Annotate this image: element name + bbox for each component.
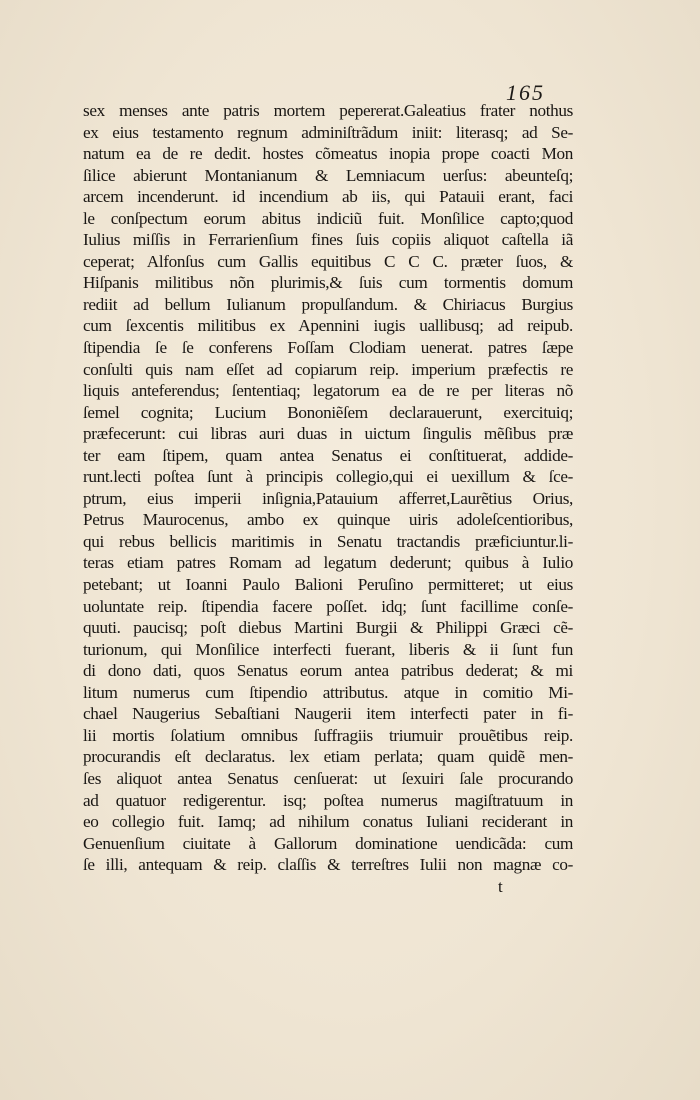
- text-line: ex eius testamento regnum adminiſtrãdum iniit: literasq; ad Se-: [83, 122, 573, 142]
- text-line: ptrum, eius imperii inſignia,Patauium afferret,Laurẽtius Orius,: [83, 488, 573, 508]
- text-line: arcem incenderunt. id incendium ab iis, qui Patauii erant, faci: [83, 187, 573, 207]
- text-line: rediit ad bellum Iulianum propulſandum. & Chiriacus Burgius: [83, 294, 573, 314]
- text-line: le conſpectum eorum abitus indiciũ fuit. Monſilice capto;quod: [83, 208, 573, 228]
- folio-number: 165: [506, 80, 545, 105]
- text-line: ſemel cognita; Lucium Bononiẽſem declarauerunt, exercituiq;: [83, 402, 573, 422]
- text-line: eo collegio fuit. Iamq; ad nihilum conatus Iuliani reciderant in: [83, 812, 573, 832]
- text-line: ſilice abierunt Montanianum & Lemniacum uerſus: abeunteſq;: [83, 165, 573, 185]
- text-line: ſe illi, antequam & reip. claſſis & terreſtres Iulii non magnæ co-: [83, 855, 573, 875]
- text-line: Hiſpanis militibus nõn plurimis,& ſuis cum tormentis domum: [83, 273, 573, 293]
- text-line: litum numerus cum ſtipendio attributus. atque in comitio Mi-: [83, 682, 573, 702]
- text-line: Iulius miſſis in Ferrarienſium fines ſuis copiis aliquot caſtella iã: [83, 230, 573, 250]
- text-line: teras etiam patres Romam ad legatum dederunt; quibus à Iulio: [83, 553, 573, 573]
- text-line: Petrus Maurocenus, ambo ex quinque uiris adoleſcentioribus,: [83, 510, 573, 530]
- text-line: qui rebus bellicis maritimis in Senatu tractandis præficiuntur.li-: [83, 531, 573, 551]
- catchword: t: [498, 877, 503, 896]
- text-line: ceperat; Alfonſus cum Gallis equitibus C C C. præter ſuos, &: [83, 251, 573, 271]
- text-line: lii mortis ſolatium omnibus ſuffragiis triumuir prouẽtibus reip.: [83, 725, 573, 745]
- text-line: sex menses ante patris mortem pepererat.Galeatius frater nothus: [83, 101, 573, 120]
- text-line: ſes aliquot antea Senatus cenſuerat: ut ſexuiri ſale procurando: [83, 768, 573, 788]
- text-block: [83, 100, 573, 876]
- text-line: natum ea de re dedit. hostes cõmeatus inopia prope coacti Mon: [83, 144, 573, 164]
- text-line: runt.lecti poſtea ſunt à principis collegio,qui ei uexillum & ſce-: [83, 467, 573, 487]
- text-line: turionum, qui Monſilice interfecti fuerant, liberis & ii ſunt fun: [83, 639, 573, 659]
- text-line: quuti. paucisq; poſt diebus Martini Burgii & Philippi Græci cẽ-: [83, 618, 573, 638]
- text-line: ter eam ſtipem, quam antea Senatus ei conſtituerat, addide-: [83, 445, 573, 465]
- text-line: di dono dati, quos Senatus eorum antea patribus dederat; & mi: [83, 661, 573, 681]
- text-line: liquis anteferendus; ſententiaq; legatorum ea de re per literas nõ: [83, 381, 573, 401]
- text-line: ſtipendia ſe ſe conferens Foſſam Clodiam uenerat. patres ſæpe: [83, 338, 573, 358]
- text-line: conſulti quis nam eſſet ad copiarum reip. imperium præfectis re: [83, 359, 573, 379]
- text-line: cum ſexcentis militibus ex Apennini iugis uallibusq; ad reipub.: [83, 316, 573, 336]
- text-line: ad quatuor redigerentur. isq; poſtea numerus magiſtratuum in: [83, 790, 573, 810]
- text-line: procurandis eſt declaratus. lex etiam perlata; quam quidẽ men-: [83, 747, 573, 767]
- text-line: petebant; ut Ioanni Paulo Balioni Peruſino permitteret; ut eius: [83, 575, 573, 595]
- text-line: uoluntate reip. ſtipendia facere poſſet. idq; ſunt facillime conſe-: [83, 596, 573, 616]
- text-line: præfecerunt: cui libras auri duas in uictum ſingulis mẽſibus præ: [83, 424, 573, 444]
- text-line: Genuenſium ciuitate à Gallorum dominatione uendicãda: cum: [83, 833, 573, 853]
- text-line: chael Naugerius Sebaſtiani Naugerii item interfecti pater in fi-: [83, 704, 573, 724]
